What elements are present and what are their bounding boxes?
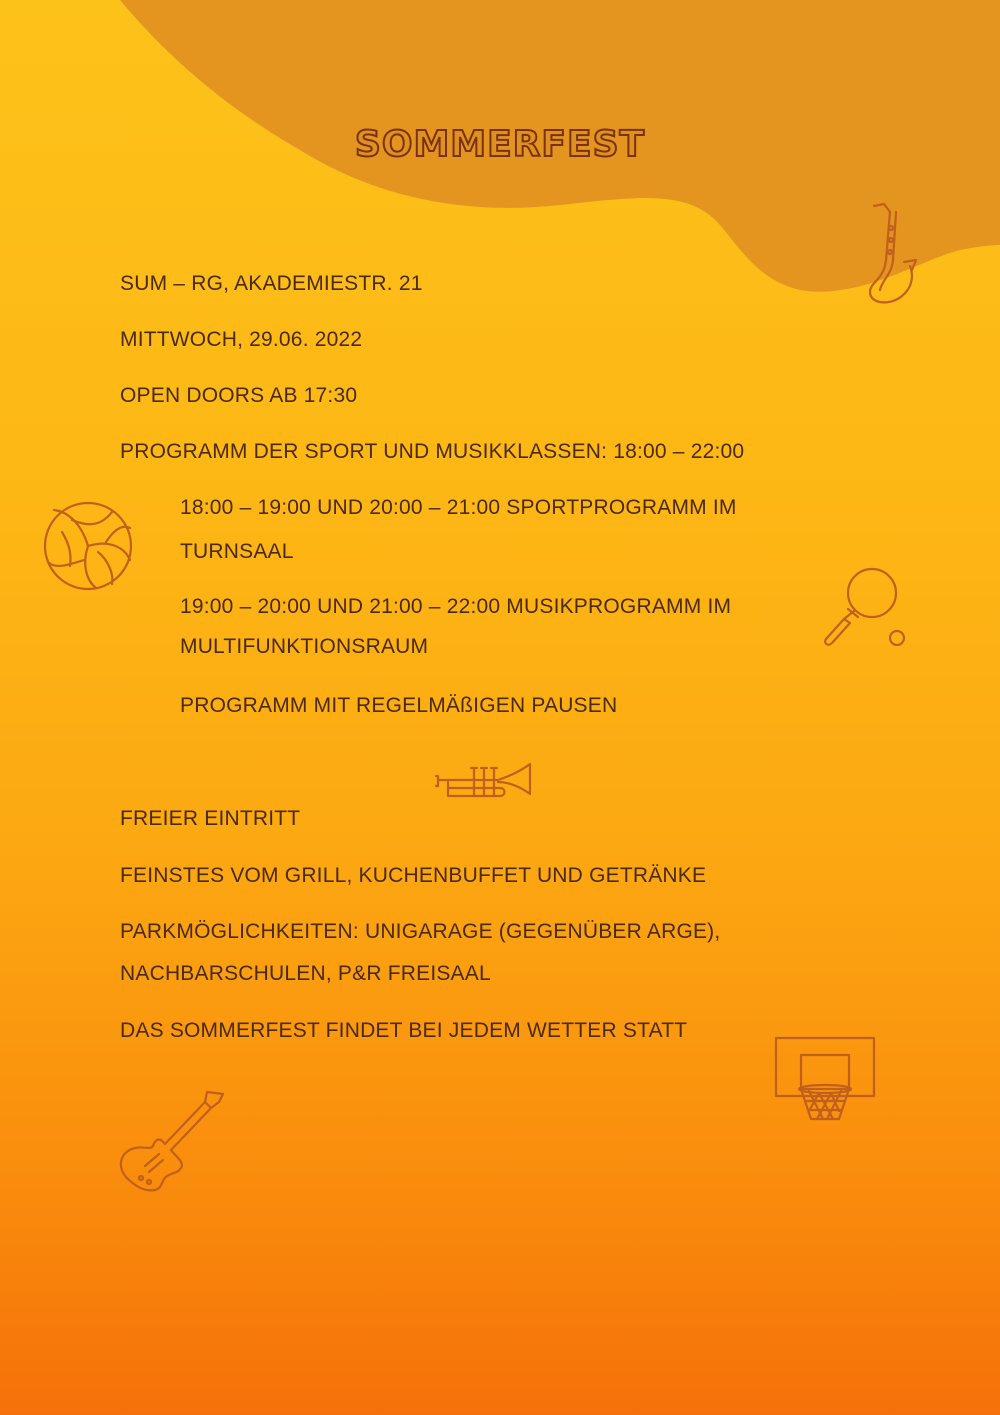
- breaks-text: PROGRAMM MIT REGELMÄßIGEN PAUSEN: [180, 694, 618, 717]
- sport-schedule-line1: 18:00 – 19:00 UND 20:00 – 21:00 SPORTPROGRAMM IM: [180, 496, 737, 519]
- food-text: FEINSTES VOM GRILL, KUCHENBUFFET UND GETRÄNKE: [120, 864, 707, 887]
- sport-schedule-line2: TURNSAAL: [180, 540, 294, 563]
- trumpet-icon: [434, 760, 534, 802]
- music-schedule-line1: 19:00 – 20:00 UND 21:00 – 22:00 MUSIKPROGRAMM IM: [180, 595, 732, 618]
- location-text: SUM – RG, AKADEMIESTR. 21: [120, 272, 423, 295]
- doors-text: OPEN DOORS AB 17:30: [120, 384, 358, 407]
- date-text: MITTWOCH, 29.06. 2022: [120, 328, 363, 351]
- electric-guitar-icon: [115, 1088, 230, 1198]
- page-title: SOMMERFEST: [354, 124, 646, 165]
- music-schedule-line2: MULTIFUNKTIONSRAUM: [180, 635, 429, 658]
- parking-line1: PARKMÖGLICHKEITEN: UNIGARAGE (GEGENÜBER ARGE),: [120, 920, 721, 943]
- weather-text: DAS SOMMERFEST FINDET BEI JEDEM WETTER STATT: [120, 1019, 688, 1042]
- volleyball-icon: [42, 500, 134, 592]
- program-text: PROGRAMM DER SPORT UND MUSIKKLASSEN: 18:00 – 22:00: [120, 440, 745, 463]
- entry-text: FREIER EINTRITT: [120, 807, 301, 830]
- basketball-hoop-icon: [773, 1035, 877, 1123]
- saxophone-icon: [860, 200, 920, 310]
- parking-line2: NACHBARSCHULEN, P&R FREISAAL: [120, 962, 491, 985]
- ping-pong-paddle-icon: [820, 565, 910, 649]
